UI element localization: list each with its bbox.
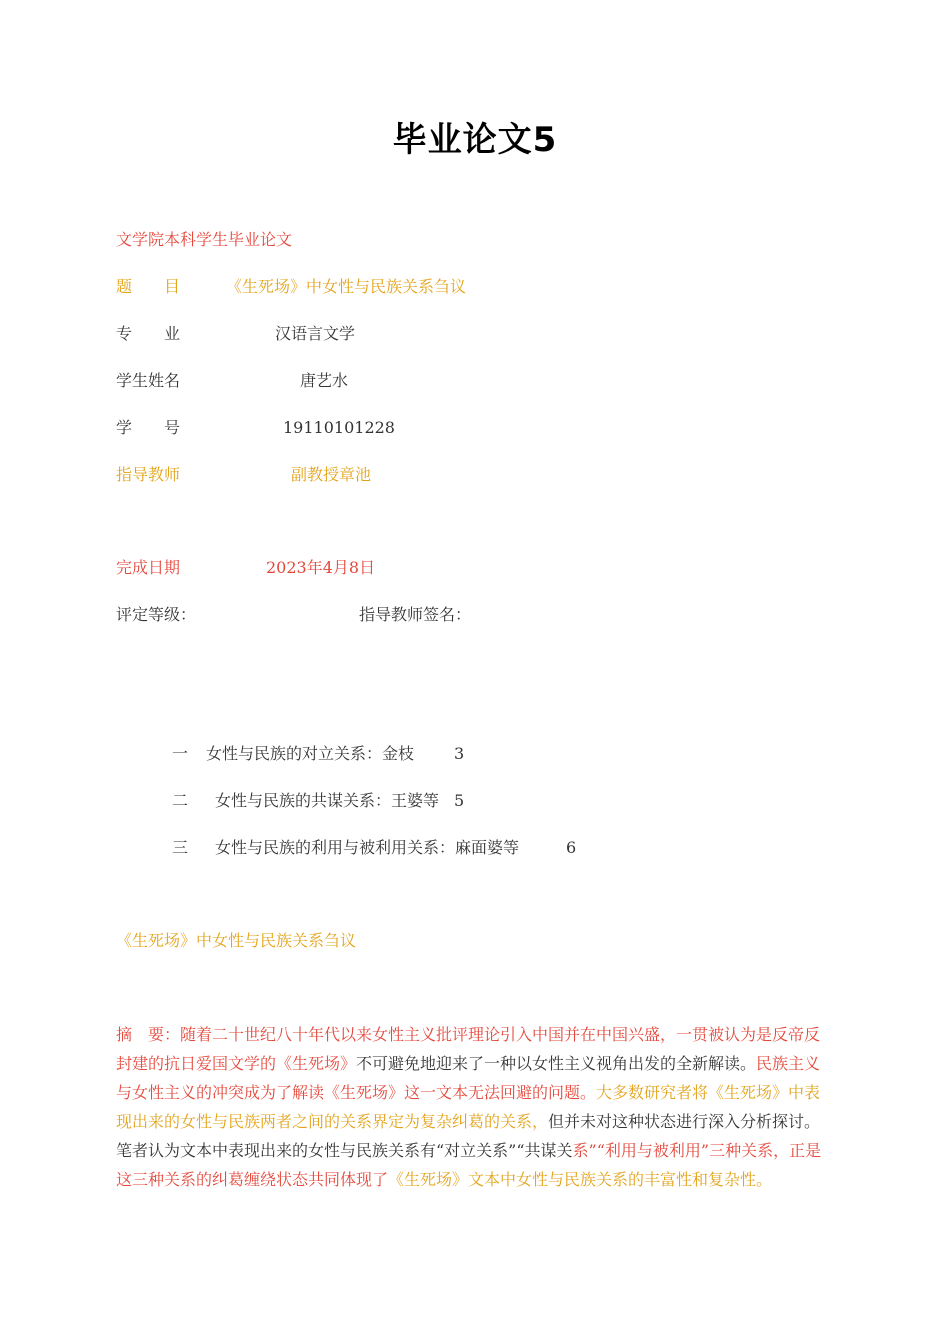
abstract-text: 系”“利用与被利用”三种关系，正是这三种关系的纠葛缠绕状态共同体现了 bbox=[116, 1141, 822, 1189]
major-value: 汉语言文学 bbox=[275, 324, 356, 343]
abstract-text: 《生死场》文本中女性与民族关系的丰富性和复杂性。 bbox=[388, 1170, 773, 1189]
document-title: 毕业论文5 bbox=[392, 120, 558, 160]
abstract-paragraph bbox=[116, 1020, 824, 1194]
toc-title: 女性与民族的利用与被利用关系：麻面婆等 bbox=[215, 838, 520, 857]
toc-number: 二 bbox=[172, 791, 189, 810]
abstract-label: 摘 要： bbox=[116, 1025, 181, 1044]
name-label: 学生姓名 bbox=[116, 371, 181, 390]
topic-value: 《生死场》中女性与民族关系刍议 bbox=[226, 277, 467, 296]
abstract-text: 《生死场》中表现出来的女性与民族两者之间的关系界定为复杂纠葛的关系， bbox=[116, 1083, 821, 1131]
date-value: 2023年4月8日 bbox=[266, 558, 376, 577]
toc-page-number: 3 bbox=[454, 744, 465, 763]
body-heading: 《生死场》中女性与民族关系刍议 bbox=[116, 931, 357, 950]
signature-label: 指导教师签名： bbox=[359, 605, 472, 624]
id-value: 19110101228 bbox=[283, 418, 395, 437]
name-value: 唐艺水 bbox=[300, 371, 349, 390]
abstract-text: 随着二十世纪八十年代以来女性主义批评理论引入中国并在中国兴盛，一贯被认为是反帝反封建的抗日爱国文学的《生死场》 bbox=[116, 1025, 821, 1073]
toc-title: 女性与民族的对立关系：金枝 bbox=[206, 744, 415, 763]
date-label: 完成日期 bbox=[116, 558, 181, 577]
toc-number: 三 bbox=[172, 838, 189, 857]
grade-label: 评定等级： bbox=[116, 605, 197, 624]
abstract-text: 民族主义与女性主义的冲突成为了解读《生死场》这一文本无法回避的问题。 bbox=[116, 1054, 821, 1102]
topic-label: 题 目 bbox=[116, 277, 181, 296]
advisor-value: 副教授章池 bbox=[291, 465, 372, 484]
major-label: 专 业 bbox=[116, 324, 181, 343]
toc-title: 女性与民族的共谋关系：王婆等 bbox=[215, 791, 440, 810]
abstract-text: 但并未对这种状态进行深入分析探讨。笔者认为文本中表现出来的女性与民族关系有“对立关系”“共谋关 bbox=[116, 1112, 821, 1160]
abstract-text: 不可避免地迎来了一种以女性主义视角出发的全新解读。 bbox=[356, 1054, 757, 1073]
toc-number: 一 bbox=[172, 744, 189, 763]
id-label: 学 号 bbox=[116, 418, 181, 437]
toc-page-number: 5 bbox=[454, 791, 465, 810]
abstract-text: 大多数研究者将 bbox=[596, 1083, 709, 1102]
toc-page-number: 6 bbox=[566, 838, 577, 857]
advisor-label: 指导教师 bbox=[116, 465, 181, 484]
school-line: 文学院本科学生毕业论文 bbox=[116, 230, 293, 249]
